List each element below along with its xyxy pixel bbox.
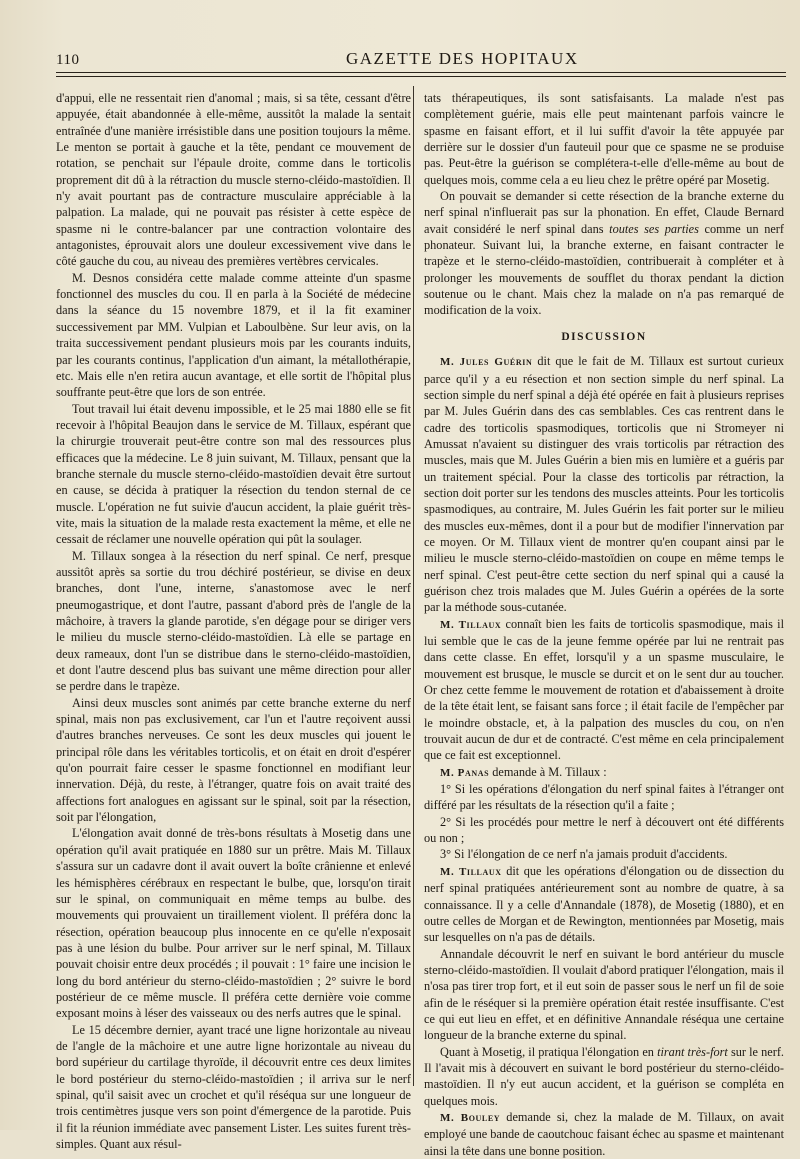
speaker-name: M. Jules Guérin — [440, 356, 533, 369]
right-column — [424, 90, 784, 1159]
question-item: 3° Si l'élongation de ce nerf n'a jamais produit d'accidents. — [440, 847, 728, 862]
text-run: sur le nerf. Il l'avait mis à découvert en suivant le bord postérieur du sterno-cléido-mastoïdien. Il n'y eut aucun accident, et la guérison se compléta en quelques mois. — [424, 1044, 785, 1108]
page-header — [56, 46, 786, 72]
paragraph: L'élongation avait donné de très-bons résultats à Mosetig dans une opération qu'il avait pratiquée en 1880 sur un prêtre. Mais M. Tillaux s'assura sur un cadavre dont il avait ouvert la boîte crânienne et enlevé les hémisphères cérébraux en respectant le bulbe, que, lorsqu'on tirait sur le spinal, on communiquait en même temps au bulbe. des mouvements qui prouvaient un tiraillement violent. Il préféra donc la résection, opération beaucoup plus innocente en ce qu'elle n'exposait pas à une lésion du bulbe. Pour arriver sur le nerf spinal, M. Tillaux pouvait choisir entre deux procédés ; il pouvait : 1° faire une incision le long du bord antérieur du sterno-cléido-mastoïdien ; 2° suivre le bord postérieur de ce même muscle. Il préféra cette dernière voie comme exposant moins à léser des vaisseaux ou des nerfs autres que le spinal. — [56, 826, 411, 1021]
paragraph — [424, 1044, 784, 1109]
left-column — [56, 90, 411, 1152]
text-run: dit que les opérations d'élongation ou de dissection du nerf spinal pratiquées antérieurement sont au nombre de quatre, à sa connaissance. Il y a celle d'Annandale (1878), de Mosetig (1880), et en outre celles de Morgan et de Rewington, mentionnées par Mosetig, mais sur lesquelles on n'a pas de détails. — [424, 863, 784, 945]
discussion-entry — [424, 616, 784, 764]
text-run: comme un nerf phonateur. Suivant lui, la branche externe, en faisant contracter le trapèze et le sterno-cléido-mastoïdien, contribuerait à compléter et à prolonger les mouvements de soufflet du thorax pendant la diction soutenue ou le chant. Mais chez la malade on n'a pas remarqué de modification de la voix. — [424, 221, 784, 318]
speaker-name: M. Tillaux — [440, 618, 502, 631]
paragraph: Tout travail lui était devenu impossible, et le 25 mai 1880 elle se fit recevoir à l'hôpital Beaujon dans le service de M. Tillaux, espérant que la chirurgie trouverait peut-être contre son mal des ressources plus efficaces que la médecine. Le 8 juin suivant, M. Tillaux, pensant que la branche sternale du muscle sterno-cléido-mastoïdien devait être surtout en cause, se décida à pratiquer la résection du tendon sternal de ce muscle. L'opération ne fut suivie d'aucun accident, la plaie guérit très-vite, mais la situation de la malade resta exactement la même, et elle ne cessait de réclamer une nouvelle opération qui pût la soulager. — [56, 401, 411, 547]
discussion-heading: DISCUSSION — [561, 330, 647, 343]
paragraph: d'appui, elle ne ressentait rien d'anomal ; mais, si sa tête, cessant d'être appuyée, était abandonnée à elle-même, aussitôt la malade la sentait entraînée d'une manière irrésistible dans une position toujours la même. Le menton se portait à gauche et la tête, pendant ce mouvement de rotation, se penchait sur l'épaule droite, comme dans le torticolis proprement dit dû à la rétraction du muscle sterno-cléido-mastoïdien. Il n'y avait pourtant pas de contracture musculaire appréciable à la palpation. La malade, qui ne pouvait pas résister à cette espèce de spasme ni le contre-balancer par une contraction volontaire des antagonistes, éprouvait alors une douleur excessivement vive dans le côté gauche du cou, au niveau des premières vertèbres cervicales. — [56, 91, 411, 269]
paragraph: M. Desnos considéra cette malade comme atteinte d'un spasme fonctionnel des muscles du cou. Il en parla à la Société de médecine dans la séance du 15 novembre 1879, et il la fit examiner successivement par MM. Vulpian et Laboulbène. Sur leur avis, on la traita successivement pendant plusieurs mois par les courants induits, par les courants continus, l'application d'un aimant, la métallothérapie, etc. Mais elle n'en retira aucun avantage, et elle sortit de l'hôpital plus souffrante peut-être que lors de son entrée. — [56, 270, 411, 400]
header-rule — [56, 72, 786, 73]
discussion-entry — [424, 353, 784, 616]
emphasis: toutes ses parties — [609, 221, 699, 236]
question-item: 1° Si les opérations d'élongation du nerf spinal faites à l'étranger ont différé par les résultats de la résection qu'il a faite ; — [424, 782, 784, 813]
discussion-entry — [424, 1109, 784, 1159]
running-title: GAZETTE DES HOPITAUX — [346, 49, 579, 68]
paragraph: Ainsi deux muscles sont animés par cette branche externe du nerf spinal, mais non pas exclusivement, car l'un et l'autre reçoivent aussi d'autres branches nerveuses. Ce sont les deux muscles qui jouent le principal rôle dans les véritables torticolis, et on était en droit d'espérer qu'on pourrait faire cesser le spasme fonctionnel en modifiant leur innervation. Déjà, du reste, à l'étranger, quatre fois on avait traité des affections fort analogues en agissant sur le spinal, soit par la résection, soit par l'élongation, — [56, 695, 411, 825]
text-run: dit que le fait de M. Tillaux est surtout curieux parce qu'il y a eu résection et non section simple du nerf spinal. La section simple du nerf spinal a déjà été opérée en fait à plusieurs reprises par M. Jules Guérin dans des cas semblables. Ces cas rentrent dans le cadre des torticolis spasmodiques, torticolis que ni Stromeyer ni Amussat n'avaient su distinguer des vrais torticolis par rétraction des muscles, mais que M. Jules Guérin a bien mis en lumière et a guéris par un traitement spécial. Pour la classe des torticolis par rétraction, la section doit porter sur les tendons des muscles atteints. Pour les torticolis spasmodiques, au contraire, M. Jules Guérin les fait porter sur le milieu des muscles eux-mêmes, dont il a pour but de modifier l'innervation par ce moyen. Or M. Tillaux vient de montrer qu'en coupant ainsi par le milieu le muscle sterno-cléido-mastoïdien on coupe en même temps le nerf spinal. C'est peut-être cette section du nerf spinal qui a causé la guérison chez trois malades que M. Jules Guérin a opérées de la sorte par la méthode sous-cutanée. — [424, 354, 784, 615]
text-run: demande à M. Tillaux : — [489, 764, 607, 779]
text-run: demande si, chez la malade de M. Tillaux, on avait employé une bande de caoutchouc faisant échec au spasme et maintenant ainsi la tête dans une bonne position. — [424, 1109, 784, 1158]
question-item: 2° Si les procédés pour mettre le nerf à découvert ont été différents ou non ; — [424, 814, 784, 846]
paragraph: tats thérapeutiques, ils sont satisfaisants. La malade n'est pas complètement guérie, mais elle peut maintenant parfois vaincre le spasme en faisant effort, et il lui suffit d'avoir la tête appuyée par derrière sur le dossier d'un fauteuil pour que ce spasme ne se produise pas. Peut-être la guérison se complétera-t-elle d'elle-même au bout de quelques mois, comme cela a eu lieu chez le prêtre opéré par Mosetig. — [424, 91, 784, 187]
paragraph: Le 15 décembre dernier, ayant tracé une ligne horizontale au niveau de l'angle de la mâchoire et une autre ligne horizontale au niveau du bord supérieur du cartilage thyroïde, il découvrit entre ces deux limites le bord postérieur du sterno-cléido-mastoïdien ; il arriva sur le nerf spinal, qu'il saisit avec un crochet et qu'il réséqua sur une longueur de trois centimètres jusque vers son point d'émergence de la parotide. Puis il fit la réunion immédiate avec pansement Lister. Les suites furent très-simples. Quant aux résul- — [56, 1022, 411, 1151]
column-divider — [413, 86, 414, 1086]
header-rule-thin — [56, 76, 786, 77]
paragraph — [424, 188, 784, 319]
text-run: connaît bien les faits de torticolis spasmodique, mais il lui semble que le cas de la jeune femme opérée par lui ne rentrait pas dans cette classe. En effet, lorsqu'il y a un spasme musculaire, le mouvement est brusque, le muscle se durcit et on le sent dur au toucher. Or chez cette femme le mouvement de rotation et d'abaissement à droite de la tête était lent, se faisant sans force ; il était facile de l'empêcher par le moindre obstacle, et, à la palpation des muscles du cou, on n'en trouvait aucun de dur et de contracté. C'est même en cela principalement que ce fait est exceptionnel. — [424, 616, 785, 763]
page-number: 110 — [56, 52, 80, 68]
discussion-entry — [424, 863, 784, 946]
paragraph: M. Tillaux songea à la résection du nerf spinal. Ce nerf, presque aussitôt après sa sortie du trou déchiré postérieur, se divise en deux branches, dont l'une, interne, s'anastomose avec le nerf pneumogastrique, et dont l'autre, passant d'abord près de l'angle de la mâchoire, à travers la glande parotide, s'en dégage pour se diriger vers le milieu du muscle sterno-cléido-mastoïdien. Là elle se partage en deux rameaux, dont l'un se distribue dans le sterno-cléido-mastoïdien, et dont l'autre descend plus bas suivant une même direction pour aller se perdre dans le trapèze. — [56, 548, 411, 694]
text-run: Quant à Mosetig, il pratiqua l'élongation en — [440, 1044, 658, 1059]
speaker-name: M. Tillaux — [440, 865, 502, 878]
speaker-name: M. Panas — [440, 766, 490, 779]
discussion-entry — [424, 764, 784, 781]
emphasis: tirant très-fort — [657, 1044, 728, 1059]
text-run: On pouvait se demander si cette résection de la branche externe du nerf spinal n'influerait pas sur la phonation. En effet, Claude Bernard avait considéré le nerf spinal dans — [424, 189, 784, 236]
paragraph: Annandale découvrit le nerf en suivant le bord antérieur du muscle sterno-cléido-mastoïdien. Il voulait d'abord pratiquer l'élongation, mais il n'osa pas tirer trop fort, et il eut soin de passer sous le nerf un fil de soie afin de le réséquer si la première opération était restée insuffisante. C'est ce qui eut lieu en effet, et en définitive Annandale réséqua une certaine longueur de la branche externe du spinal. — [424, 946, 784, 1043]
speaker-name: M. Bouley — [440, 1111, 501, 1124]
